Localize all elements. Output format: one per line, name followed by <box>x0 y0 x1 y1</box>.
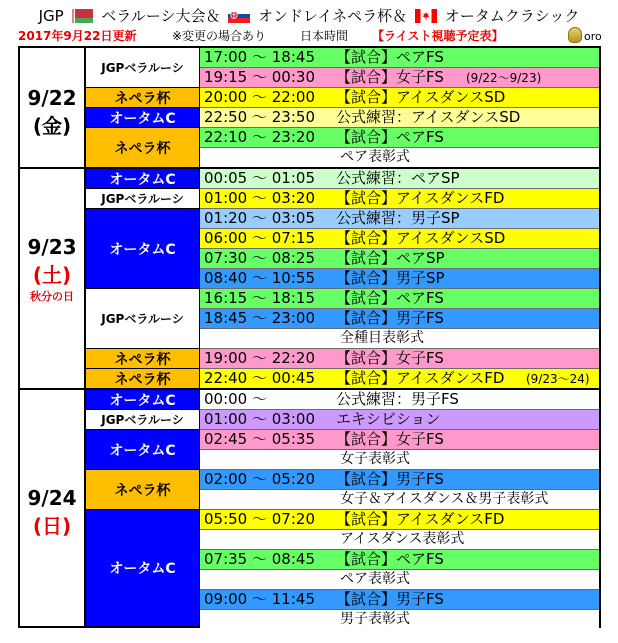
ceremony-row <box>200 450 599 470</box>
event-jgp-belarus: JGPベラルーシ <box>86 289 200 349</box>
row-time: 01:20 ～ 03:05 <box>204 209 315 227</box>
row-description: 【試合】ペアFS <box>336 48 444 66</box>
event-autumn-classic: オータムC <box>86 209 200 289</box>
day-cell-924 <box>20 390 86 626</box>
schedule-row <box>200 48 599 68</box>
ceremony-label: アイスダンス表彰式 <box>340 531 465 547</box>
schedule-table <box>18 46 601 628</box>
ceremony-row <box>200 530 599 550</box>
row-description: 【試合】女子FS <box>336 68 444 86</box>
page-title <box>0 5 618 26</box>
event-nepela: ネペラ杯 <box>86 128 200 169</box>
live-schedule-label: 【ライスト視聴予定表】 <box>372 29 504 43</box>
row-time: 02:00 ～ 05:20 <box>204 470 315 488</box>
schedule-row <box>200 209 599 229</box>
schedule-row <box>200 410 599 430</box>
row-time: 07:35 ～ 08:45 <box>204 550 315 568</box>
title-nepela: オンドレイネペラ杯＆ <box>258 7 408 25</box>
row-time: 06:00 ～ 07:15 <box>204 229 315 247</box>
row-description: 【試合】女子FS <box>336 430 444 448</box>
row-time: 22:50 ～ 23:50 <box>204 108 315 126</box>
row-time: 22:40 ～ 00:45 <box>204 369 315 387</box>
schedule-row <box>200 88 599 108</box>
schedule-row <box>200 169 599 189</box>
schedule-row <box>200 590 599 610</box>
day-weekday: (日) <box>32 514 72 538</box>
row-description: 【試合】男子SP <box>336 269 445 287</box>
day-cell-922 <box>20 48 86 169</box>
row-description: 【試合】女子FS <box>336 349 444 367</box>
row-time: 00:05 ～ 01:05 <box>204 169 315 187</box>
row-description: 【試合】男子FS <box>336 309 444 327</box>
schedule-row <box>200 108 599 128</box>
ceremony-label: 女子表彰式 <box>340 451 410 467</box>
row-time: 07:30 ～ 08:25 <box>204 249 315 267</box>
event-nepela: ネペラ杯 <box>86 369 200 390</box>
schedule-row <box>200 470 599 490</box>
schedule-row <box>200 510 599 530</box>
ceremony-label: ペア表彰式 <box>340 149 410 165</box>
updated-date: 2017年9月22日更新 <box>18 29 137 43</box>
ceremony-row <box>200 610 599 630</box>
ceremony-label: 女子＆アイスダンス＆男子表彰式 <box>340 491 549 507</box>
title-belarus: ベラルーシ大会＆ <box>101 7 221 25</box>
schedule-row <box>200 269 599 289</box>
day-date: 9/24 <box>27 486 77 510</box>
day-separator <box>20 167 599 169</box>
row-description: 【試合】アイスダンスFD <box>336 369 505 387</box>
row-description: 【試合】ペアFS <box>336 289 444 307</box>
row-time: 01:00 ～ 03:20 <box>204 189 315 207</box>
brand-logo <box>568 27 602 43</box>
row-description: エキシビション <box>336 410 441 428</box>
row-time: 19:00 ～ 22:20 <box>204 349 315 367</box>
event-jgp-belarus: JGPベラルーシ <box>86 48 200 88</box>
brand-name: oro <box>584 30 602 43</box>
row-description: 【試合】アイスダンスFD <box>336 510 505 528</box>
row-description: 【試合】ペアSP <box>336 249 445 267</box>
title-autumn: オータムクラシック <box>444 7 580 25</box>
ceremony-row <box>200 490 599 510</box>
schedule-row <box>200 128 599 148</box>
row-description: 【試合】男子FS <box>336 590 444 608</box>
event-autumn-classic: オータムC <box>86 430 200 470</box>
row-time: 09:00 ～ 11:45 <box>204 590 315 608</box>
row-description: 【試合】ペアFS <box>336 128 444 146</box>
slovakia-flag-icon <box>228 9 250 23</box>
event-nepela: ネペラ杯 <box>86 88 200 108</box>
row-description: 【試合】ペアFS <box>336 550 444 568</box>
title-jgp: JGP <box>38 7 64 25</box>
row-time: 08:40 ～ 10:55 <box>204 269 315 287</box>
schedule-row <box>200 430 599 450</box>
day-weekday: (土) <box>32 263 72 287</box>
schedule-row <box>200 289 599 309</box>
timezone-label: 日本時間 <box>300 29 349 43</box>
page-header <box>0 0 618 48</box>
ceremony-label: ペア表彰式 <box>340 571 410 587</box>
day-date: 9/23 <box>27 235 77 259</box>
schedule-row <box>200 550 599 570</box>
row-description: 【試合】アイスダンスFD <box>336 189 505 207</box>
row-description: 公式練習：ペアSP <box>336 169 460 187</box>
day-separator <box>20 388 599 390</box>
schedule-row <box>200 249 599 269</box>
header-subline <box>0 26 618 46</box>
row-date-range: (9/23～24) <box>526 372 590 386</box>
event-autumn-classic: オータムC <box>86 169 200 189</box>
schedule-row <box>200 390 599 410</box>
schedule-row <box>200 68 599 88</box>
event-nepela: ネペラ杯 <box>86 470 200 510</box>
ceremony-label: 男子表彰式 <box>340 611 410 627</box>
row-description: 【試合】アイスダンスSD <box>336 229 506 247</box>
event-autumn-classic: オータムC <box>86 510 200 626</box>
event-jgp-belarus: JGPベラルーシ <box>86 189 200 209</box>
row-description: 公式練習：男子SP <box>336 209 460 227</box>
row-time: 18:45 ～ 23:00 <box>204 309 315 327</box>
ceremony-label: 全種目表彰式 <box>340 330 424 346</box>
row-time: 01:00 ～ 03:00 <box>204 410 315 428</box>
event-nepela: ネペラ杯 <box>86 349 200 369</box>
schedule-row <box>200 309 599 329</box>
belarus-flag-icon <box>71 9 93 23</box>
ceremony-row <box>200 329 599 349</box>
schedule-row <box>200 369 599 389</box>
canada-flag-icon <box>415 9 437 23</box>
oro-badge-icon <box>568 27 582 43</box>
row-description: 【試合】アイスダンスSD <box>336 88 506 106</box>
row-time: 02:45 ～ 05:35 <box>204 430 315 448</box>
row-time: 17:00 ～ 18:45 <box>204 48 315 66</box>
row-time: 16:15 ～ 18:15 <box>204 289 315 307</box>
schedule-row <box>200 349 599 369</box>
day-cell-923 <box>20 169 86 390</box>
schedule-row <box>200 229 599 249</box>
row-description: 公式練習：男子FS <box>336 390 459 408</box>
schedule-row <box>200 189 599 209</box>
event-autumn-classic: オータムC <box>86 390 200 410</box>
row-time: 19:15 ～ 00:30 <box>204 68 315 86</box>
row-description: 【試合】男子FS <box>336 470 444 488</box>
holiday-label: 秋分の日 <box>30 290 74 303</box>
row-time: 20:00 ～ 22:00 <box>204 88 315 106</box>
event-autumn-classic: オータムC <box>86 108 200 128</box>
day-date: 9/22 <box>27 86 77 110</box>
ceremony-row <box>200 570 599 590</box>
row-time: 22:10 ～ 23:20 <box>204 128 315 146</box>
row-date-range: (9/22～9/23) <box>466 71 542 85</box>
row-description: 公式練習：アイスダンスSD <box>336 108 521 126</box>
row-time: 00:00 ～ <box>204 390 267 408</box>
event-jgp-belarus: JGPベラルーシ <box>86 410 200 430</box>
row-time: 05:50 ～ 07:20 <box>204 510 315 528</box>
day-weekday: (金) <box>32 114 72 138</box>
change-note: ※変更の場合あり <box>172 29 267 43</box>
ceremony-row <box>200 148 599 168</box>
